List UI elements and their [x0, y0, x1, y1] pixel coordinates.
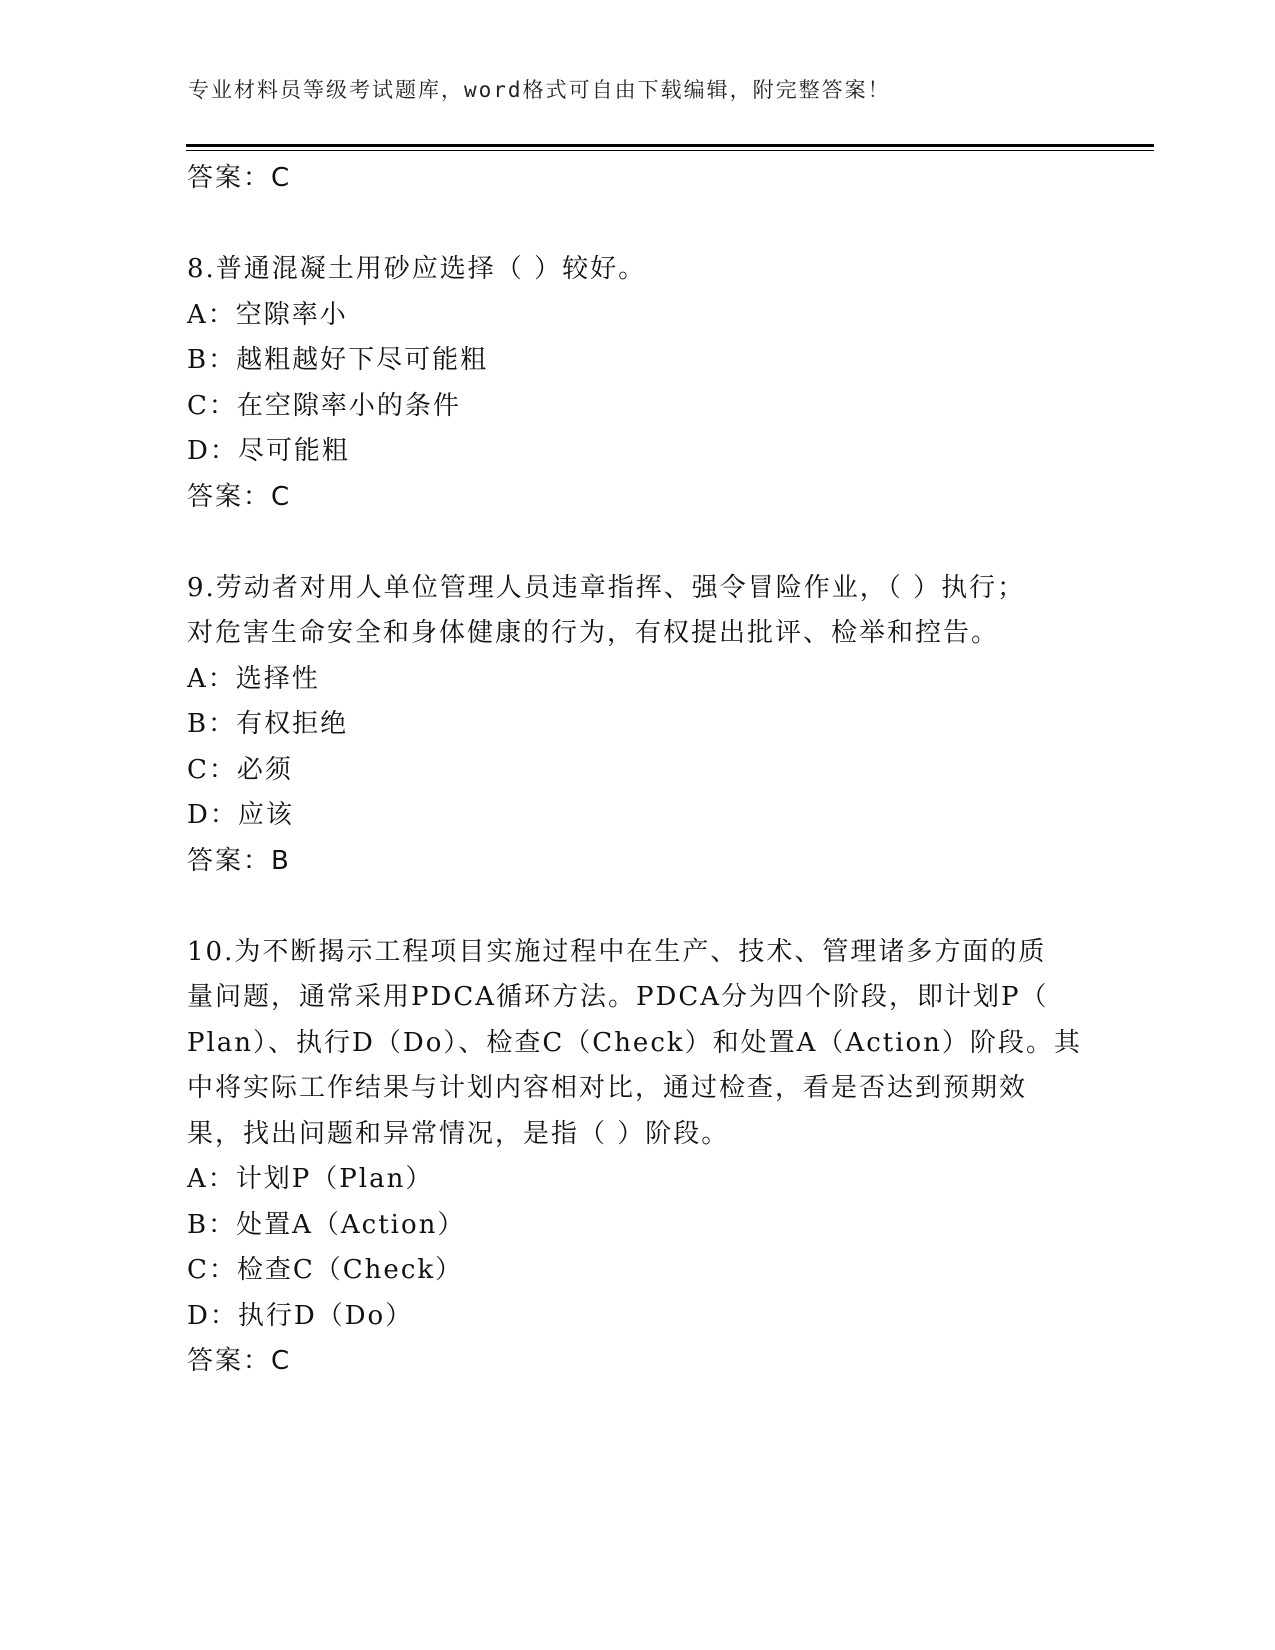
- question-stem: Plan）、执行D（Do）、检查C（Check）和处置A（Action）阶段。其: [187, 1027, 1082, 1058]
- question-9: [187, 566, 1087, 885]
- option-a: A：空隙率小: [187, 299, 348, 330]
- question-stem: 10.为不断揭示工程项目实施过程中在生产、技术、管理诸多方面的质: [187, 936, 1047, 967]
- option-d: D：应该: [187, 800, 294, 830]
- option-b: B：有权拒绝: [187, 709, 349, 739]
- question-answer: 答案：B: [187, 845, 291, 876]
- option-a: A：选择性: [187, 663, 320, 694]
- question-answer: 答案：C: [187, 1346, 292, 1376]
- option-c: C：检查C（Check）: [187, 1255, 464, 1285]
- question-answer: 答案：C: [187, 481, 292, 512]
- previous-answer: 答案：C: [187, 163, 292, 193]
- question-stem: 中将实际工作结果与计划内容相对比，通过检查，看是否达到预期效: [187, 1073, 1028, 1103]
- question-stem: 8.普通混凝土用砂应选择（ ）较好。: [187, 254, 647, 284]
- option-b: B：处置A（Action）: [187, 1209, 466, 1240]
- question-stem: 量问题，通常采用PDCA循环方法。PDCA分为四个阶段，即计划P（: [187, 982, 1049, 1012]
- question-8: [187, 247, 1087, 520]
- header-rule-thin: [186, 150, 1154, 151]
- question-10: [187, 930, 1087, 1385]
- question-stem: 9.劳动者对用人单位管理人员违章指挥、强令冒险作业，（ ）执行；: [187, 572, 1026, 603]
- header-rule-thick: [186, 144, 1154, 147]
- option-a: A：计划P（Plan）: [187, 1164, 434, 1194]
- header-text: 专业材料员等级考试题库，word格式可自由下载编辑，附完整答案！: [188, 78, 891, 102]
- option-d: D：执行D（Do）: [187, 1300, 414, 1331]
- option-c: C：在空隙率小的条件: [187, 390, 461, 421]
- question-stem: 对危害生命安全和身体健康的行为，有权提出批评、检举和控告。: [187, 618, 1000, 648]
- option-c: C：必须: [187, 754, 293, 785]
- option-b: B：越粗越好下尽可能粗: [187, 345, 489, 375]
- option-d: D：尽可能粗: [187, 436, 350, 466]
- question-stem: 果，找出问题和异常情况，是指（ ）阶段。: [187, 1118, 730, 1149]
- document-body: [187, 156, 1087, 1385]
